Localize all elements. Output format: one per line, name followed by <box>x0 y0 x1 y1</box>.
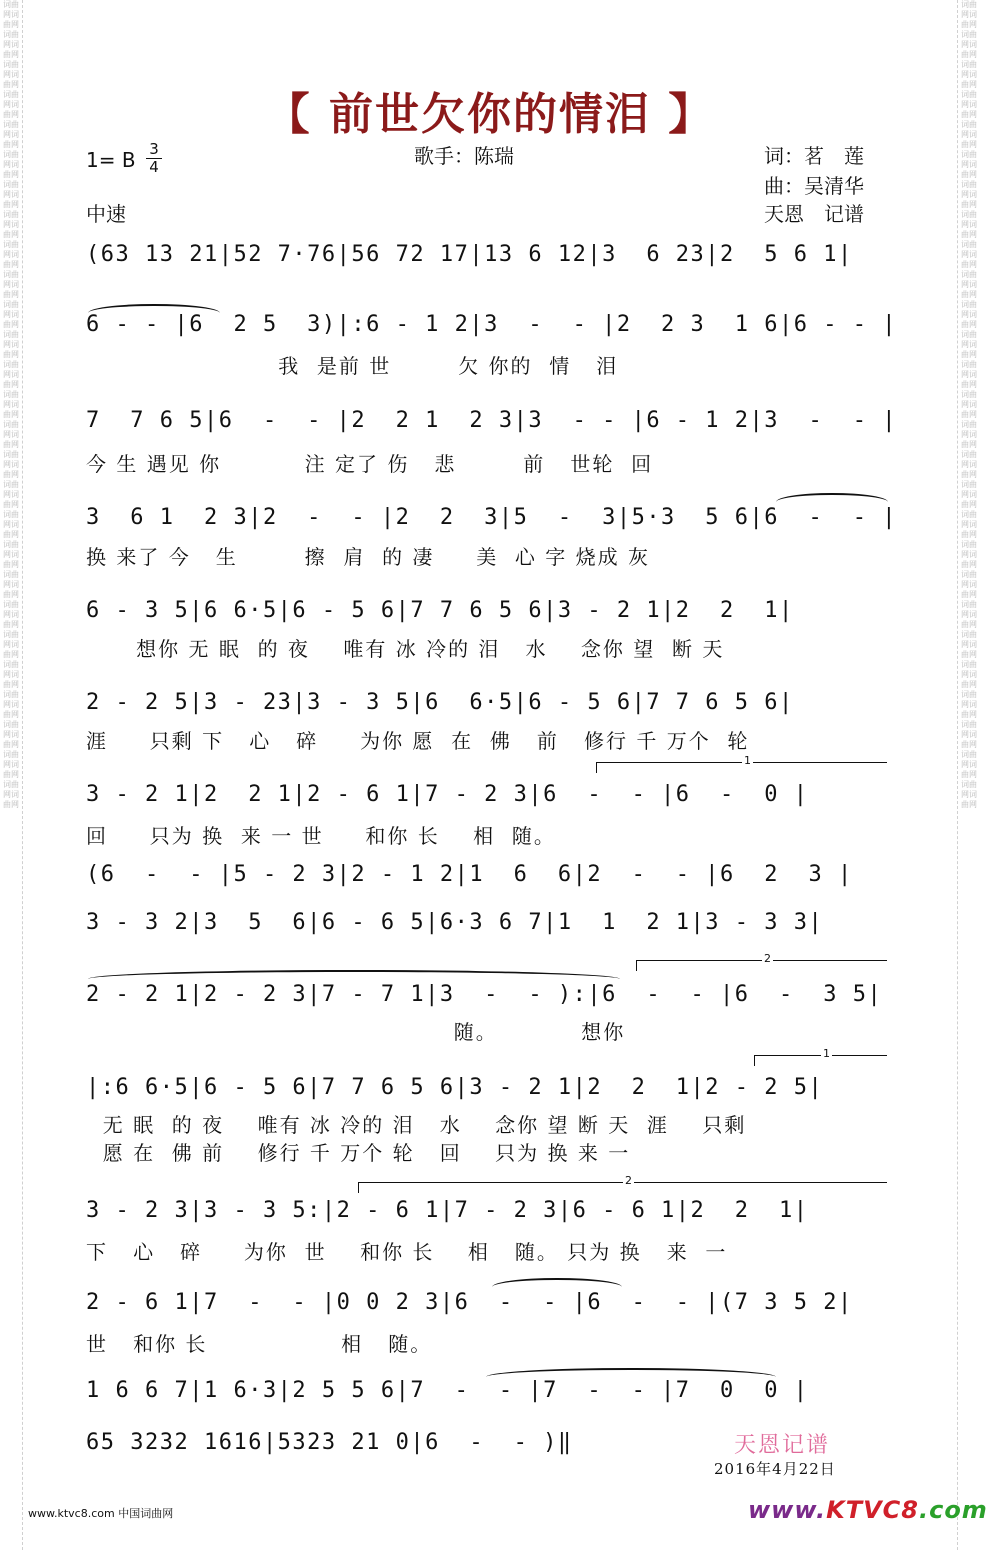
volta-number: 1 <box>744 754 751 767</box>
song-title: 【 前世欠你的情泪 】 <box>265 89 715 140</box>
site-logo-name: KTVC8 <box>826 1496 919 1524</box>
notation-line: 65 3232 1616|5323 21 0|6 - - )‖ <box>86 1430 573 1455</box>
notation-line: 2 - 6 1|7 - - |0 0 2 3|6 - - |6 - - |(7 3 5 2| <box>86 1290 853 1315</box>
notation-line: (63 13 21|52 7·76|56 72 17|13 6 12|3 6 23|2 5 6 1| <box>86 242 853 267</box>
transcriber-stamp: 天恩记谱 <box>734 1433 831 1458</box>
site-logo-suffix: .com <box>918 1496 988 1524</box>
lyric-line: 回 只为 换 来 一 世 和你 长 相 随。 <box>86 824 556 848</box>
notation-line: 2 - 2 5|3 - 23|3 - 3 5|6 6·5|6 - 5 6|7 7 6 5 6| <box>86 690 794 715</box>
volta-bracket-2 <box>358 1174 887 1193</box>
notation-line: 3 - 2 1|2 2 1|2 - 6 1|7 - 2 3|6 - - |6 - 0 | <box>86 782 809 807</box>
time-signature-top: 3 <box>149 140 159 158</box>
notation-line: 6 - - |6 2 5 3)|:6 - 1 2|3 - - |2 2 3 1 6|6 - - | <box>86 312 897 337</box>
lyric-line: 世 和你 长 相 随。 <box>86 1332 433 1356</box>
transcriber-credit: 天恩 记谱 <box>764 202 864 226</box>
key-signature: 1= B <box>86 148 136 172</box>
volta-number: 2 <box>764 952 771 965</box>
site-logo <box>748 1496 988 1524</box>
lyric-line-verse-2: 愿 在 佛 前 修行 千 万个 轮 回 只为 换 来 一 <box>86 1141 631 1165</box>
lyric-line: 随。 想你 <box>86 1020 626 1044</box>
transcription-date: 2016年4月22日 <box>714 1460 836 1478</box>
lyric-line: 我 是前 世 欠 你的 情 泪 <box>86 354 619 378</box>
lyricist-credit: 词：茗 莲 <box>764 144 864 168</box>
notation-line: 7 7 6 5|6 - - |2 2 1 2 3|3 - - |6 - 1 2|3 - - | <box>86 408 897 433</box>
notation-line: 3 - 3 2|3 5 6|6 - 6 5|6·3 6 7|1 1 2 1|3 - 3 3| <box>86 910 824 935</box>
lyric-line: 换 来了 今 生 擦 肩 的 凄 美 心 字 烧成 灰 <box>86 545 651 569</box>
volta-number: 2 <box>625 1174 632 1187</box>
notation-line: 3 6 1 2 3|2 - - |2 2 3|5 - 3|5·3 5 6|6 - - | <box>86 505 897 530</box>
volta-number: 1 <box>823 1047 830 1060</box>
site-logo-prefix: www. <box>748 1496 827 1524</box>
notation-line: 6 - 3 5|6 6·5|6 - 5 6|7 7 6 5 6|3 - 2 1|2 2 1| <box>86 598 794 623</box>
lyric-line: 想你 无 眠 的 夜 唯有 冰 冷的 泪 水 念你 望 断 天 <box>86 637 725 661</box>
left-watermark-strip: 词曲网词曲网词曲网词曲网词曲网词曲网词曲网词曲网词曲网词曲网词曲网词曲网词曲网词曲网词曲网词曲网词曲网词曲网词曲网词曲网词曲网词曲网词曲网词曲网词曲网词曲网词曲网词曲网词曲网词曲网词曲网词曲网词曲网词曲网词曲网词曲网词曲网词曲网词曲网词曲网词曲网词曲网词曲网词曲网词曲网词曲网词曲网词曲网词曲网词曲网词曲网词曲网词曲网词曲网 <box>0 0 23 1550</box>
notation-line: 1 6 6 7|1 6·3|2 5 5 6|7 - - |7 - - |7 0 0 | <box>86 1378 809 1403</box>
volta-bracket-1 <box>754 1047 887 1066</box>
time-signature-bottom: 4 <box>149 158 159 176</box>
source-footer: www.ktvc8.com 中国词曲网 <box>28 1507 174 1520</box>
right-watermark-strip: 词曲网词曲网词曲网词曲网词曲网词曲网词曲网词曲网词曲网词曲网词曲网词曲网词曲网词曲网词曲网词曲网词曲网词曲网词曲网词曲网词曲网词曲网词曲网词曲网词曲网词曲网词曲网词曲网词曲网词曲网词曲网词曲网词曲网词曲网词曲网词曲网词曲网词曲网词曲网词曲网词曲网词曲网词曲网词曲网词曲网词曲网词曲网词曲网词曲网词曲网词曲网词曲网词曲网词曲网 <box>957 0 980 1550</box>
volta-bracket-2 <box>636 952 887 971</box>
singer-credit: 歌手：陈瑞 <box>414 144 514 168</box>
time-signature <box>146 142 162 175</box>
composer-credit: 曲：吴清华 <box>764 174 864 198</box>
lyric-line: 今 生 遇见 你 注 定了 伤 悲 前 世轮 回 <box>86 452 654 476</box>
lyric-line: 下 心 碎 为你 世 和你 长 相 随。 只为 换 来 一 <box>86 1240 728 1264</box>
volta-bracket-1 <box>596 754 887 773</box>
notation-line: 3 - 2 3|3 - 3 5:|2 - 6 1|7 - 2 3|6 - 6 1|2 2 1| <box>86 1198 809 1223</box>
notation-line: 2 - 2 1|2 - 2 3|7 - 7 1|3 - - ):|6 - - |6 - 3 5| <box>86 982 883 1007</box>
lyric-line: 涯 只剩 下 心 碎 为你 愿 在 佛 前 修行 千 万个 轮 <box>86 729 750 753</box>
tempo-mark: 中速 <box>86 202 126 226</box>
notation-line: (6 - - |5 - 2 3|2 - 1 2|1 6 6|2 - - |6 2 3 | <box>86 862 853 887</box>
notation-line: |:6 6·5|6 - 5 6|7 7 6 5 6|3 - 2 1|2 2 1|2 - 2 5| <box>86 1075 824 1100</box>
lyric-line: 无 眠 的 夜 唯有 冰 冷的 泪 水 念你 望 断 天 涯 只剩 <box>86 1113 747 1137</box>
